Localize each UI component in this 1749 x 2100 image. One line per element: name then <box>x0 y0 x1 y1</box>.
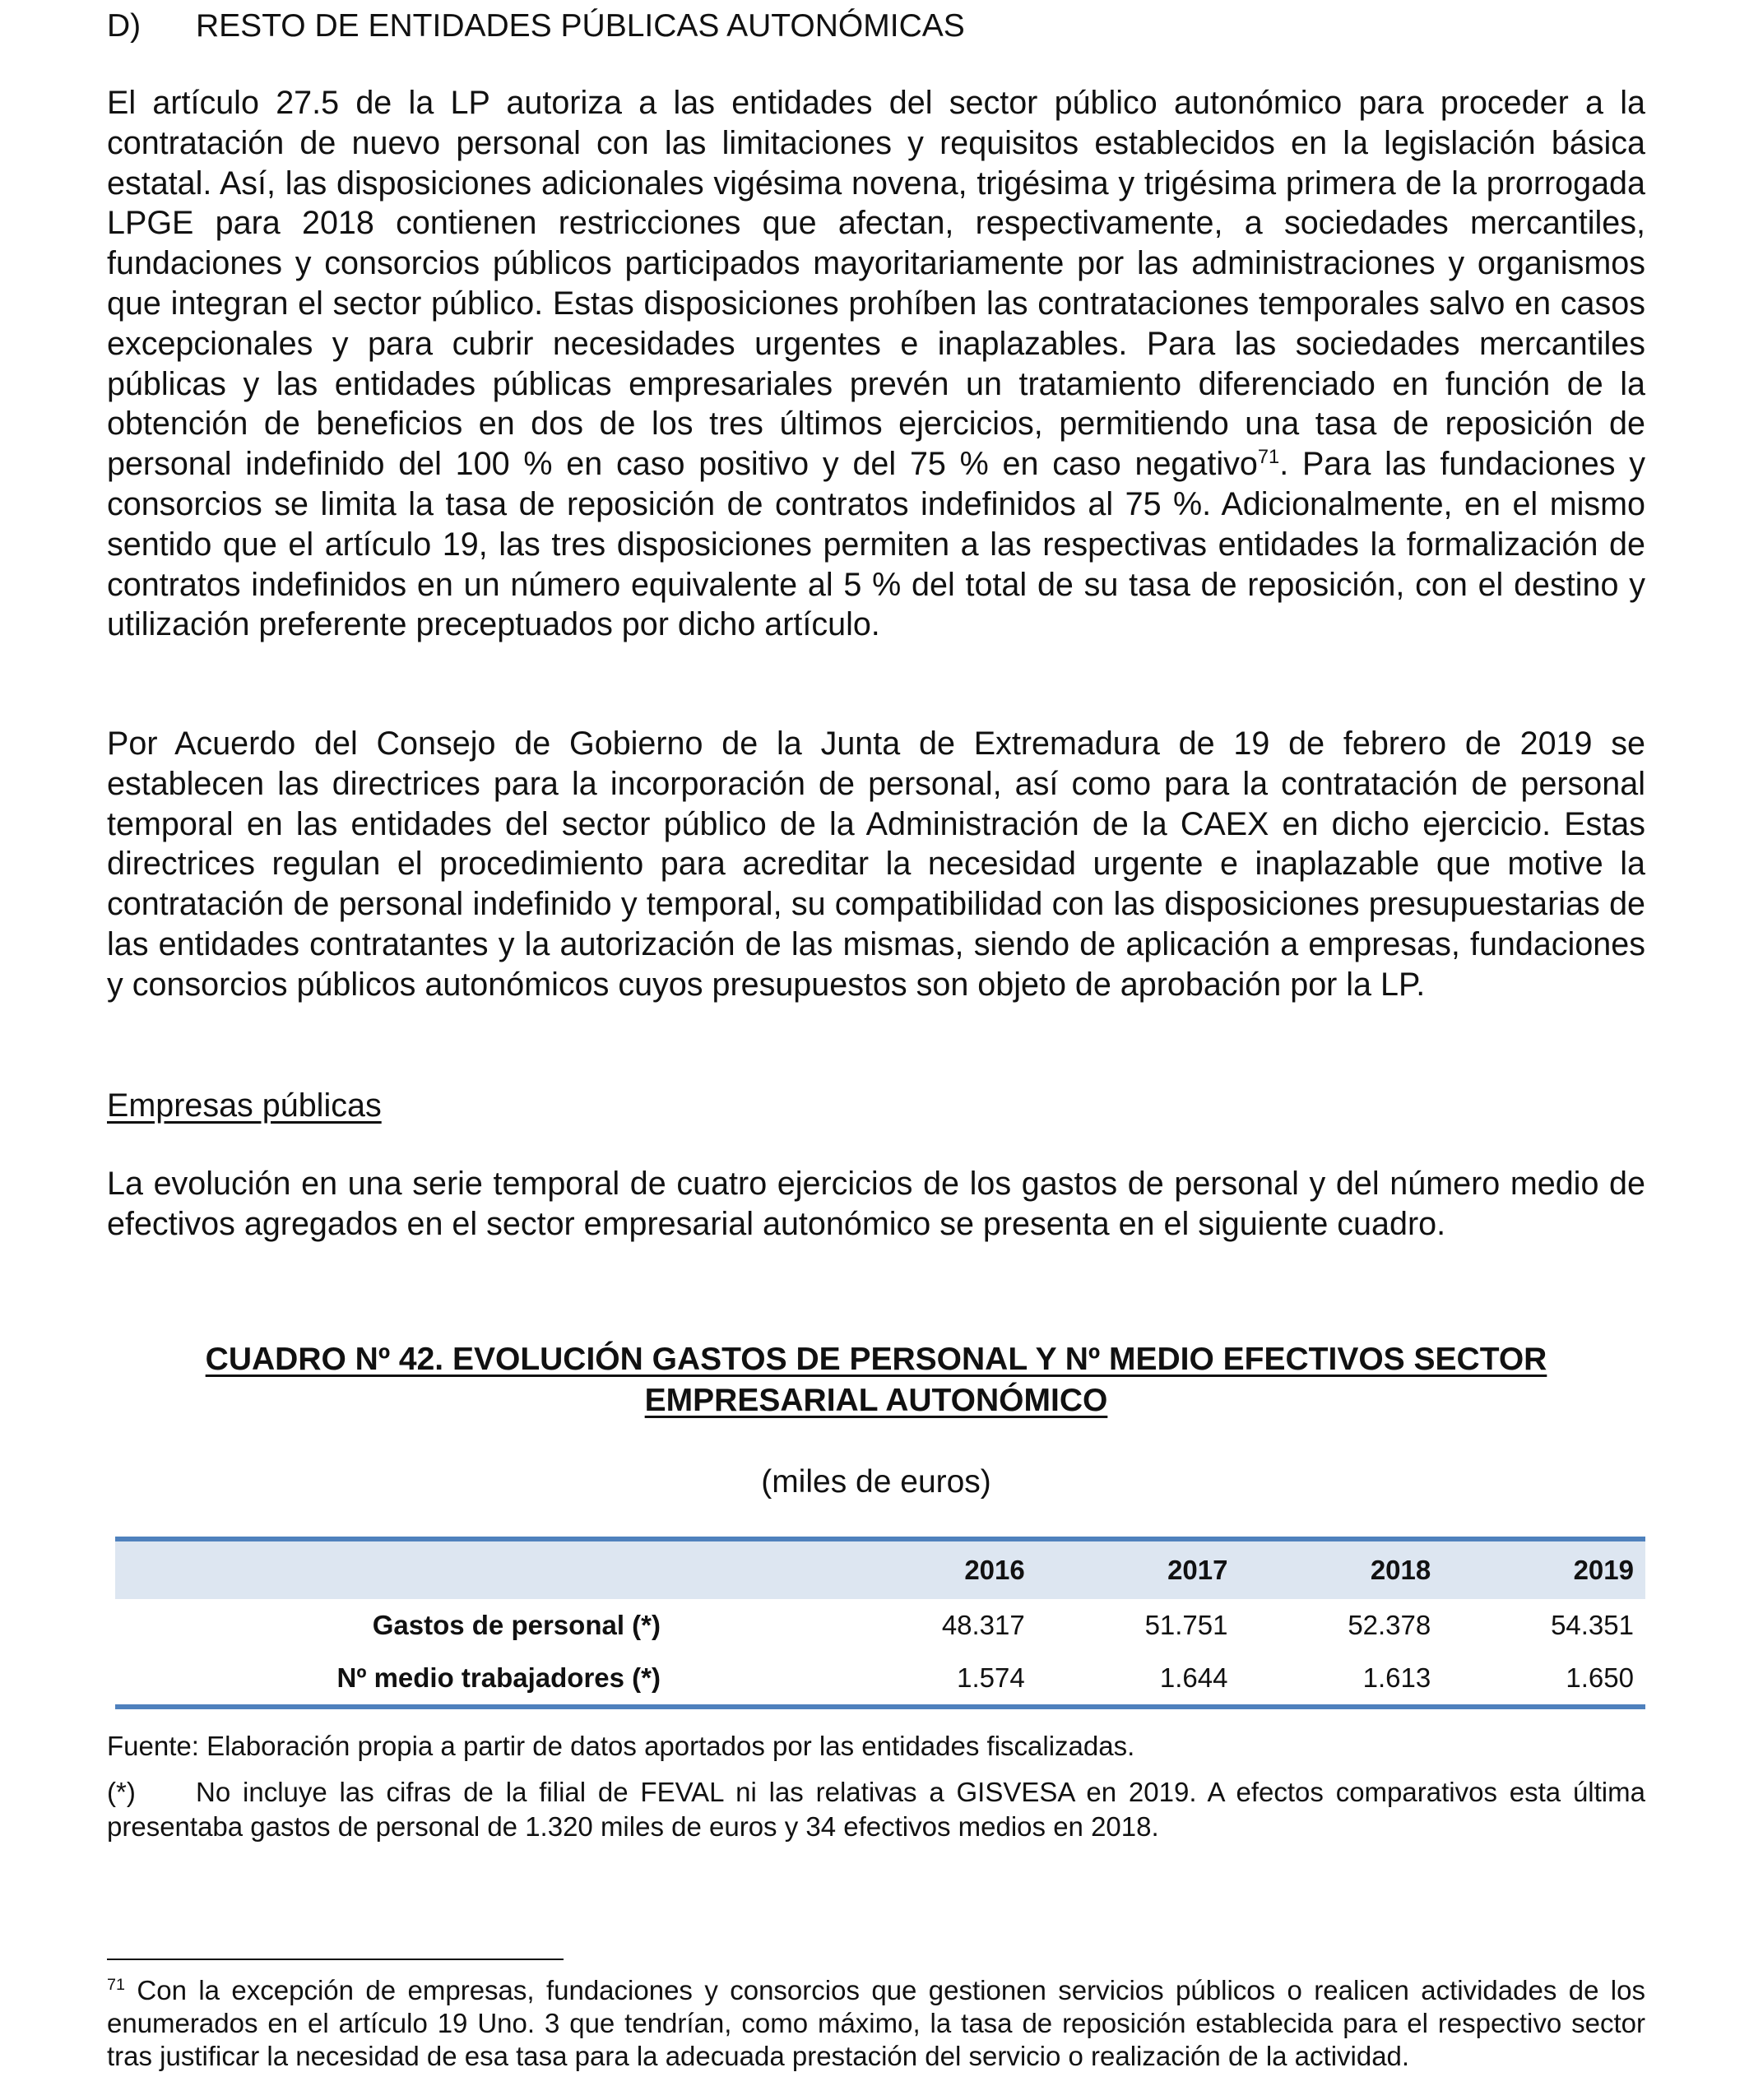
header-cell-2016: 2016 <box>833 1539 1037 1599</box>
table-title <box>107 1339 1645 1421</box>
row-label-gastos: Gastos de personal (*) <box>372 1610 661 1640</box>
cell-gastos-2016: 48.317 <box>941 1610 1025 1640</box>
footnote-71 <box>107 1974 1645 2073</box>
table-title-line-2: EMPRESARIAL AUTONÓMICO <box>644 1383 1108 1418</box>
cell-trabajadores-2018: 1.613 <box>1240 1652 1443 1707</box>
data-table <box>115 1537 1645 1709</box>
cell-trabajadores-2016: 1.574 <box>833 1652 1037 1707</box>
paragraph-2: Por Acuerdo del Consejo de Gobierno de la Junta de Extremadura de 19 de febrero de 2019 se establecen las directrices para la incorporación de personal, así como para la contratación de personal temporal en las entidades del sector público de la Administración de la CAEX en dicho ejercicio. Estas directrices regulan el procedimiento para acreditar la necesidad urgente e inaplazable que motive la contratación de personal indefinido y temporal, su compatibilidad con las disposiciones presupuestarias de las entidades contratantes y la autorización de las mismas, siendo de aplicación a empresas, fundaciones y consorcios públicos autonómicos cuyos presupuestos son objeto de aprobación por la LP. <box>107 725 1645 1003</box>
header-cell-empty <box>115 1539 833 1599</box>
header-cell-2017: 2017 <box>1037 1539 1240 1599</box>
cell-gastos-2018: 52.378 <box>1348 1610 1431 1640</box>
table-note-mark: (*) <box>107 1777 136 1807</box>
footnote-text: Con la excepción de empresas, fundaciones y consorcios que gestionen servicios públicos o realicen actividades de los enumerados en el artículo 19 Uno. 3 que tendrían, como máximo, la tasa de reposición establecida para el respectivo sector tras justificar la necesidad de esa tasa para la adecuada prestación del servicio o realización de la actividad. <box>107 1975 1645 2071</box>
table-header-row <box>115 1539 1645 1599</box>
section-heading <box>107 7 965 46</box>
table-title-line-1: CUADRO Nº 42. EVOLUCIÓN GASTOS DE PERSONAL Y Nº MEDIO EFECTIVOS SECTOR <box>205 1342 1547 1377</box>
table-row <box>115 1599 1645 1652</box>
table-note-text: No incluye las cifras de la filial de FEVAL ni las relativas a GISVESA en 2019. A efectos comparativos esta última presentaba gastos de personal de 1.320 miles de euros y 34 efectivos medios en 2018. <box>107 1777 1645 1842</box>
section-letter: D) <box>107 8 141 44</box>
paragraph-1-text-a: El artículo 27.5 de la LP autoriza a las entidades del sector público autonómico para proceder a la contratación de nuevo personal con las limitaciones y requisitos establecidos en la legislación básica estatal. Así, las disposiciones adicionales vigésima novena, trigésima y trigésima primera de la prorrogada LPGE para 2018 contienen restricciones que afectan, respectivamente, a sociedades mercantiles, fundaciones y consorcios públicos participados mayoritariamente por las administraciones y organismos que integran el sector público. Estas disposiciones prohíben las contrataciones temporales salvo en casos excepcionales y para cubrir necesidades urgentes e inaplazables. Para las sociedades mercantiles públicas y las entidades públicas empresariales prevén un tratamiento diferenciado en función de la obtención de beneficios en dos de los tres últimos ejercicios, permitiendo una tasa de reposición de personal indefinido del 100 % en caso positivo y del 75 % en caso negativo <box>107 85 1645 483</box>
cell-trabajadores-2019: 1.650 <box>1442 1652 1645 1707</box>
footnote-separator <box>107 1959 564 1960</box>
paragraph-1 <box>107 83 1645 645</box>
cell-trabajadores-2017: 1.644 <box>1037 1652 1240 1707</box>
row-label-trabajadores: Nº medio trabajadores (*) <box>115 1652 833 1707</box>
header-cell-2019: 2019 <box>1442 1539 1645 1599</box>
table-units: (miles de euros) <box>761 1464 991 1500</box>
paragraph-1-text-b: . Para las fundaciones y consorcios se limita la tasa de reposición de contratos indefinidos al 75 %. Adicionalmente, en el mismo sentido que el artículo 19, las tres disposiciones permiten a las respectivas entidades la formalización de contratos indefinidos en un número equivalente al 5 % del total de su tasa de reposición, con el destino y utilización preferente preceptuados por dicho artículo. <box>107 446 1646 643</box>
section-title: RESTO DE ENTIDADES PÚBLICAS AUTONÓMICAS <box>196 8 965 44</box>
paragraph-3: La evolución en una serie temporal de cuatro ejercicios de los gastos de personal y del número medio de efectivos agregados en el sector empresarial autonómico se presenta en el siguiente cuadro. <box>107 1166 1645 1242</box>
footnote-number: 71 <box>107 1976 126 1994</box>
table-row <box>115 1652 1645 1707</box>
table-source: Fuente: Elaboración propia a partir de datos aportados por las entidades fiscalizadas. <box>107 1731 1135 1761</box>
cell-gastos-2019: 54.351 <box>1551 1610 1634 1640</box>
header-cell-2018: 2018 <box>1240 1539 1443 1599</box>
table-note <box>107 1775 1645 1844</box>
subheading-empresas-publicas: Empresas públicas <box>107 1087 382 1124</box>
footnote-ref-71[interactable]: 71 <box>1257 447 1280 469</box>
cell-gastos-2017: 51.751 <box>1144 1610 1228 1640</box>
